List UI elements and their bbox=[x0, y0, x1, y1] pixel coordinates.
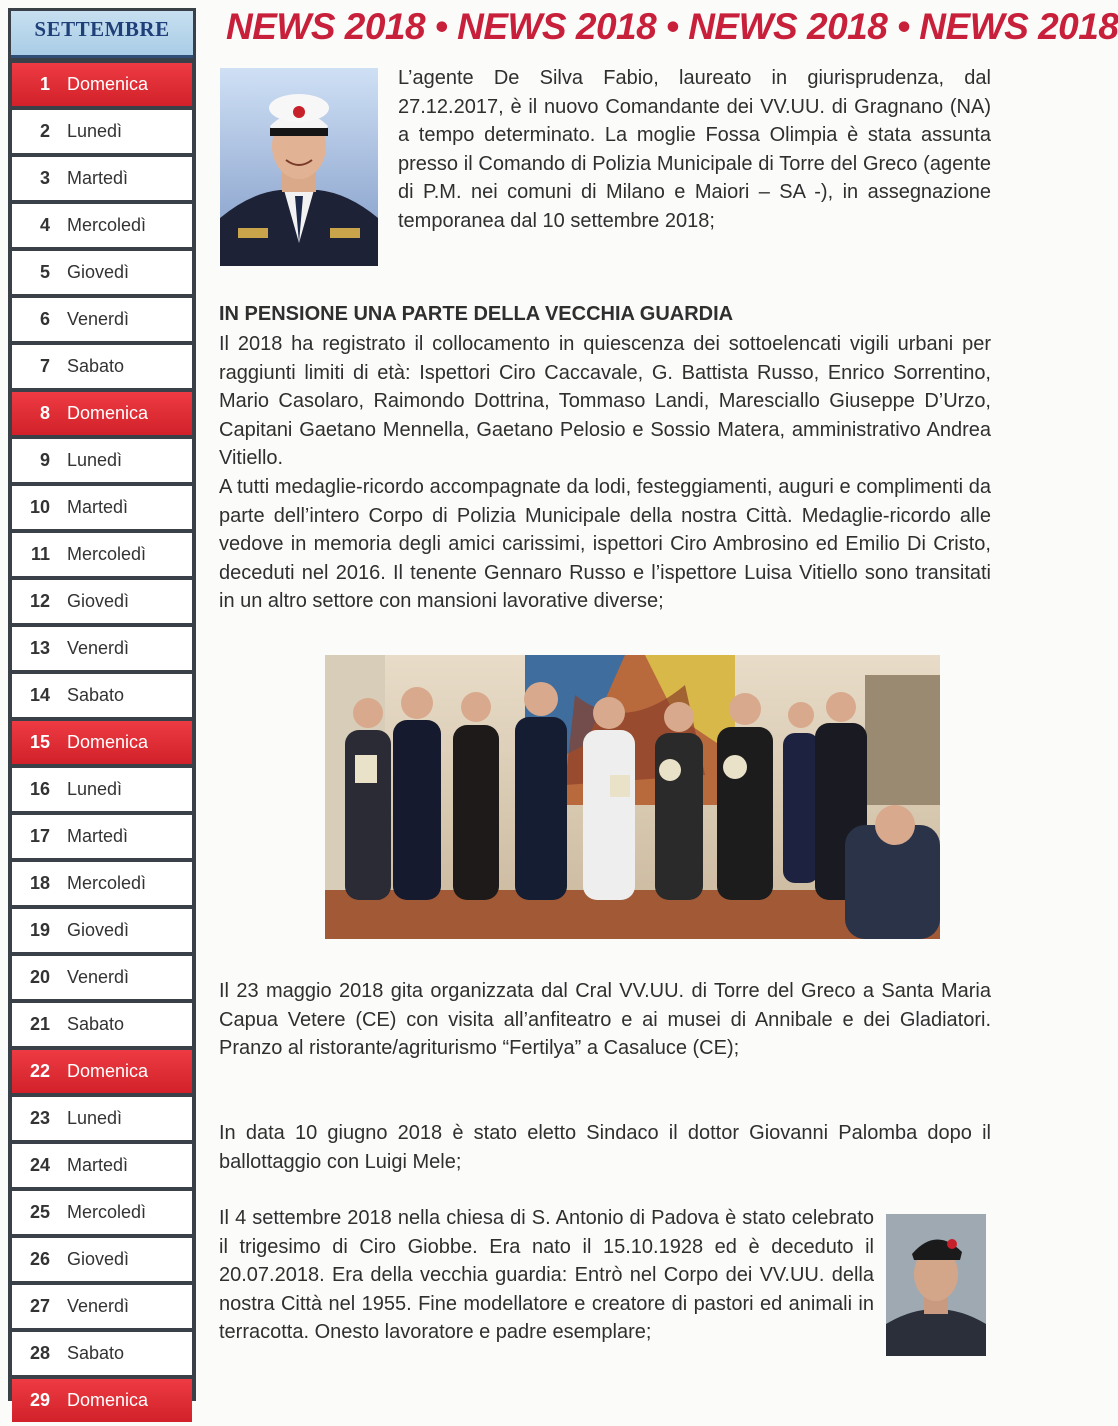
calendar-day-name: Sabato bbox=[67, 685, 125, 705]
calendar-day-name: Mercoledì bbox=[67, 215, 147, 235]
calendar-day-5 bbox=[12, 251, 192, 294]
calendar-day-number: 16 bbox=[29, 779, 50, 799]
calendar-day-number: 23 bbox=[29, 1108, 50, 1128]
news-banner bbox=[226, 6, 1118, 56]
calendar-day-number: 18 bbox=[29, 873, 50, 893]
calendar-day-16 bbox=[12, 768, 192, 811]
calendar-day-name: Mercoledì bbox=[67, 1202, 147, 1222]
calendar-day-name: Mercoledì bbox=[67, 544, 147, 564]
calendar-day-name: Venerdì bbox=[67, 967, 130, 987]
calendar-day-number: 24 bbox=[29, 1155, 50, 1175]
calendar-day-name: Mercoledì bbox=[67, 873, 147, 893]
calendar-day-name: Martedì bbox=[67, 1155, 129, 1175]
calendar-day-20 bbox=[12, 956, 192, 999]
pension-paragraph-1: Il 2018 ha registrato il collocamento in quiescenza dei sottoelencati vigili urbani per raggiunti limiti di età: Ispettori Ciro Caccavale, G. Battista Russo, Enrico Sorrentino, Mario Casolaro, Raimondo Dottrina, Tommaso Landi, Maresciallo Giuseppe D’Urzo, Capitani Gaetano Mennella, Gaetano Pelosio e Sossio Matera, amministrativo Andrea Vitiello. bbox=[219, 333, 991, 469]
calendar-day-10 bbox=[12, 486, 192, 529]
calendar-day-21 bbox=[12, 1003, 192, 1046]
calendar-day-number: 25 bbox=[29, 1202, 50, 1222]
calendar-day-name: Lunedì bbox=[67, 1108, 123, 1128]
calendar-month: SETTEMBRE bbox=[34, 17, 170, 41]
calendar-day-25 bbox=[12, 1191, 192, 1234]
calendar-day-number: 21 bbox=[29, 1014, 50, 1034]
memorial-portrait bbox=[886, 1214, 986, 1356]
calendar-day-name: Venerdì bbox=[67, 1296, 130, 1316]
calendar-day-number: 28 bbox=[29, 1343, 50, 1363]
calendar-day-name: Lunedì bbox=[67, 121, 123, 141]
news-banner-text: NEWS 2018 • NEWS 2018 • NEWS 2018 • NEWS 2018 bbox=[226, 6, 1118, 47]
calendar-day-number: 22 bbox=[29, 1061, 50, 1081]
calendar-day-name: Sabato bbox=[67, 1343, 125, 1363]
calendar-day-23 bbox=[12, 1097, 192, 1140]
calendar-day-number: 10 bbox=[29, 497, 50, 517]
calendar-day-name: Domenica bbox=[67, 732, 149, 752]
calendar-day-number: 6 bbox=[39, 309, 50, 329]
calendar-day-number: 27 bbox=[29, 1296, 50, 1316]
calendar-day-27 bbox=[12, 1285, 192, 1328]
commander-article: L’agente De Silva Fabio, laureato in giurisprudenza, dal 27.12.2017, è il nuovo Comandante dei VV.UU. di Gragnano (NA) a tempo determinato. La moglie Fossa Olimpia è stata assunta presso il Comando di Polizia Municipale di Torre del Greco (agente di P.M. nei comuni di Milano e Maiori – SA -), in assegnazione temporanea dal 10 settembre 2018; bbox=[398, 67, 991, 232]
calendar-day-number: 4 bbox=[39, 215, 50, 235]
calendar-day-name: Venerdì bbox=[67, 638, 130, 658]
calendar-day-29 bbox=[12, 1379, 192, 1422]
calendar-day-name: Giovedì bbox=[67, 591, 130, 611]
calendar-day-number: 29 bbox=[29, 1390, 50, 1410]
calendar-day-number: 20 bbox=[29, 967, 50, 987]
calendar-day-6 bbox=[12, 298, 192, 341]
calendar-day-19 bbox=[12, 909, 192, 952]
calendar-day-8 bbox=[12, 392, 192, 435]
calendar-day-14 bbox=[12, 674, 192, 717]
calendar-day-17 bbox=[12, 815, 192, 858]
calendar-day-28 bbox=[12, 1332, 192, 1375]
calendar-day-name: Martedì bbox=[67, 168, 129, 188]
calendar-day-list bbox=[12, 63, 192, 1426]
calendar-sidebar bbox=[8, 8, 196, 1410]
calendar-day-number: 19 bbox=[29, 920, 50, 940]
calendar-day-number: 5 bbox=[39, 262, 50, 282]
calendar-day-number: 14 bbox=[29, 685, 50, 705]
calendar-day-2 bbox=[12, 110, 192, 153]
calendar-day-name: Domenica bbox=[67, 1390, 149, 1410]
calendar-day-name: Giovedì bbox=[67, 262, 130, 282]
calendar-day-7 bbox=[12, 345, 192, 388]
calendar-day-number: 12 bbox=[29, 591, 50, 611]
memorial-article: Il 4 settembre 2018 nella chiesa di S. Antonio di Padova è stato celebrato il trigesimo di Ciro Giobbe. Era nato il 15.10.1928 ed è deceduto il 20.07.2018. Era della vecchia guardia: Entrò nel Corpo dei VV.UU. della nostra Città nel 1955. Fine modellatore e creatore di pastori ed animali in terracotta. Onesto lavoratore e padre esemplare; bbox=[219, 1207, 874, 1343]
calendar-day-22 bbox=[12, 1050, 192, 1093]
calendar-day-15 bbox=[12, 721, 192, 764]
mayor-article: In data 10 giugno 2018 è stato eletto Sindaco il dottor Giovanni Palomba dopo il ballottaggio con Luigi Mele; bbox=[219, 1122, 991, 1173]
calendar-day-name: Domenica bbox=[67, 1061, 149, 1081]
calendar-day-26 bbox=[12, 1238, 192, 1281]
calendar-day-number: 26 bbox=[29, 1249, 50, 1269]
calendar-day-11 bbox=[12, 533, 192, 576]
calendar-month-header bbox=[11, 11, 193, 58]
trip-article: Il 23 maggio 2018 gita organizzata dal Cral VV.UU. di Torre del Greco a Santa Maria Capua Vetere (CE) con visita all’anfiteatro e ai musei di Annibale e dei Gladiatori. Pranzo al ristorante/agriturismo “Fertilya” a Casaluce (CE); bbox=[219, 980, 991, 1059]
calendar-day-1 bbox=[12, 63, 192, 106]
calendar-day-name: Sabato bbox=[67, 356, 125, 376]
calendar-day-number: 17 bbox=[29, 826, 50, 846]
calendar-day-4 bbox=[12, 204, 192, 247]
calendar-day-name: Sabato bbox=[67, 1014, 125, 1034]
calendar-day-3 bbox=[12, 157, 192, 200]
calendar-day-number: 8 bbox=[39, 403, 50, 423]
calendar-day-9 bbox=[12, 439, 192, 482]
calendar-day-number: 2 bbox=[39, 121, 50, 141]
calendar-day-number: 11 bbox=[30, 544, 50, 564]
calendar-day-number: 3 bbox=[39, 168, 50, 188]
calendar-day-name: Lunedì bbox=[67, 779, 123, 799]
calendar-day-name: Domenica bbox=[67, 74, 149, 94]
commander-portrait bbox=[220, 68, 378, 266]
calendar-day-number: 13 bbox=[29, 638, 50, 658]
calendar-day-name: Lunedì bbox=[67, 450, 123, 470]
calendar-day-number: 15 bbox=[29, 732, 50, 752]
calendar-day-number: 1 bbox=[39, 74, 50, 94]
calendar-day-13 bbox=[12, 627, 192, 670]
calendar-day-name: Giovedì bbox=[67, 1249, 130, 1269]
calendar-day-name: Martedì bbox=[67, 497, 129, 517]
calendar-day-number: 9 bbox=[39, 450, 50, 470]
pension-heading: IN PENSIONE UNA PARTE DELLA VECCHIA GUARDIA bbox=[219, 303, 734, 325]
group-photo bbox=[325, 655, 940, 939]
calendar-day-name: Venerdì bbox=[67, 309, 130, 329]
calendar-day-18 bbox=[12, 862, 192, 905]
calendar-day-number: 7 bbox=[39, 356, 50, 376]
calendar-day-name: Martedì bbox=[67, 826, 129, 846]
calendar-day-24 bbox=[12, 1144, 192, 1187]
calendar-day-12 bbox=[12, 580, 192, 623]
pension-paragraph-2: A tutti medaglie-ricordo accompagnate da lodi, festeggiamenti, auguri e complimenti da parte dell’intero Corpo di Polizia Municipale della nostra Città. Medaglie-ricordo alle vedove in memoria degli amici carissimi, ispettori Ciro Ambrosino ed Emilio Di Cristo, deceduti nel 2016. Il tenente Gennaro Russo e l’ispettore Luisa Vitiello sono transitati in un altro settore con mansioni lavorative diverse; bbox=[219, 476, 991, 612]
calendar-day-name: Giovedì bbox=[67, 920, 130, 940]
calendar-day-name: Domenica bbox=[67, 403, 149, 423]
